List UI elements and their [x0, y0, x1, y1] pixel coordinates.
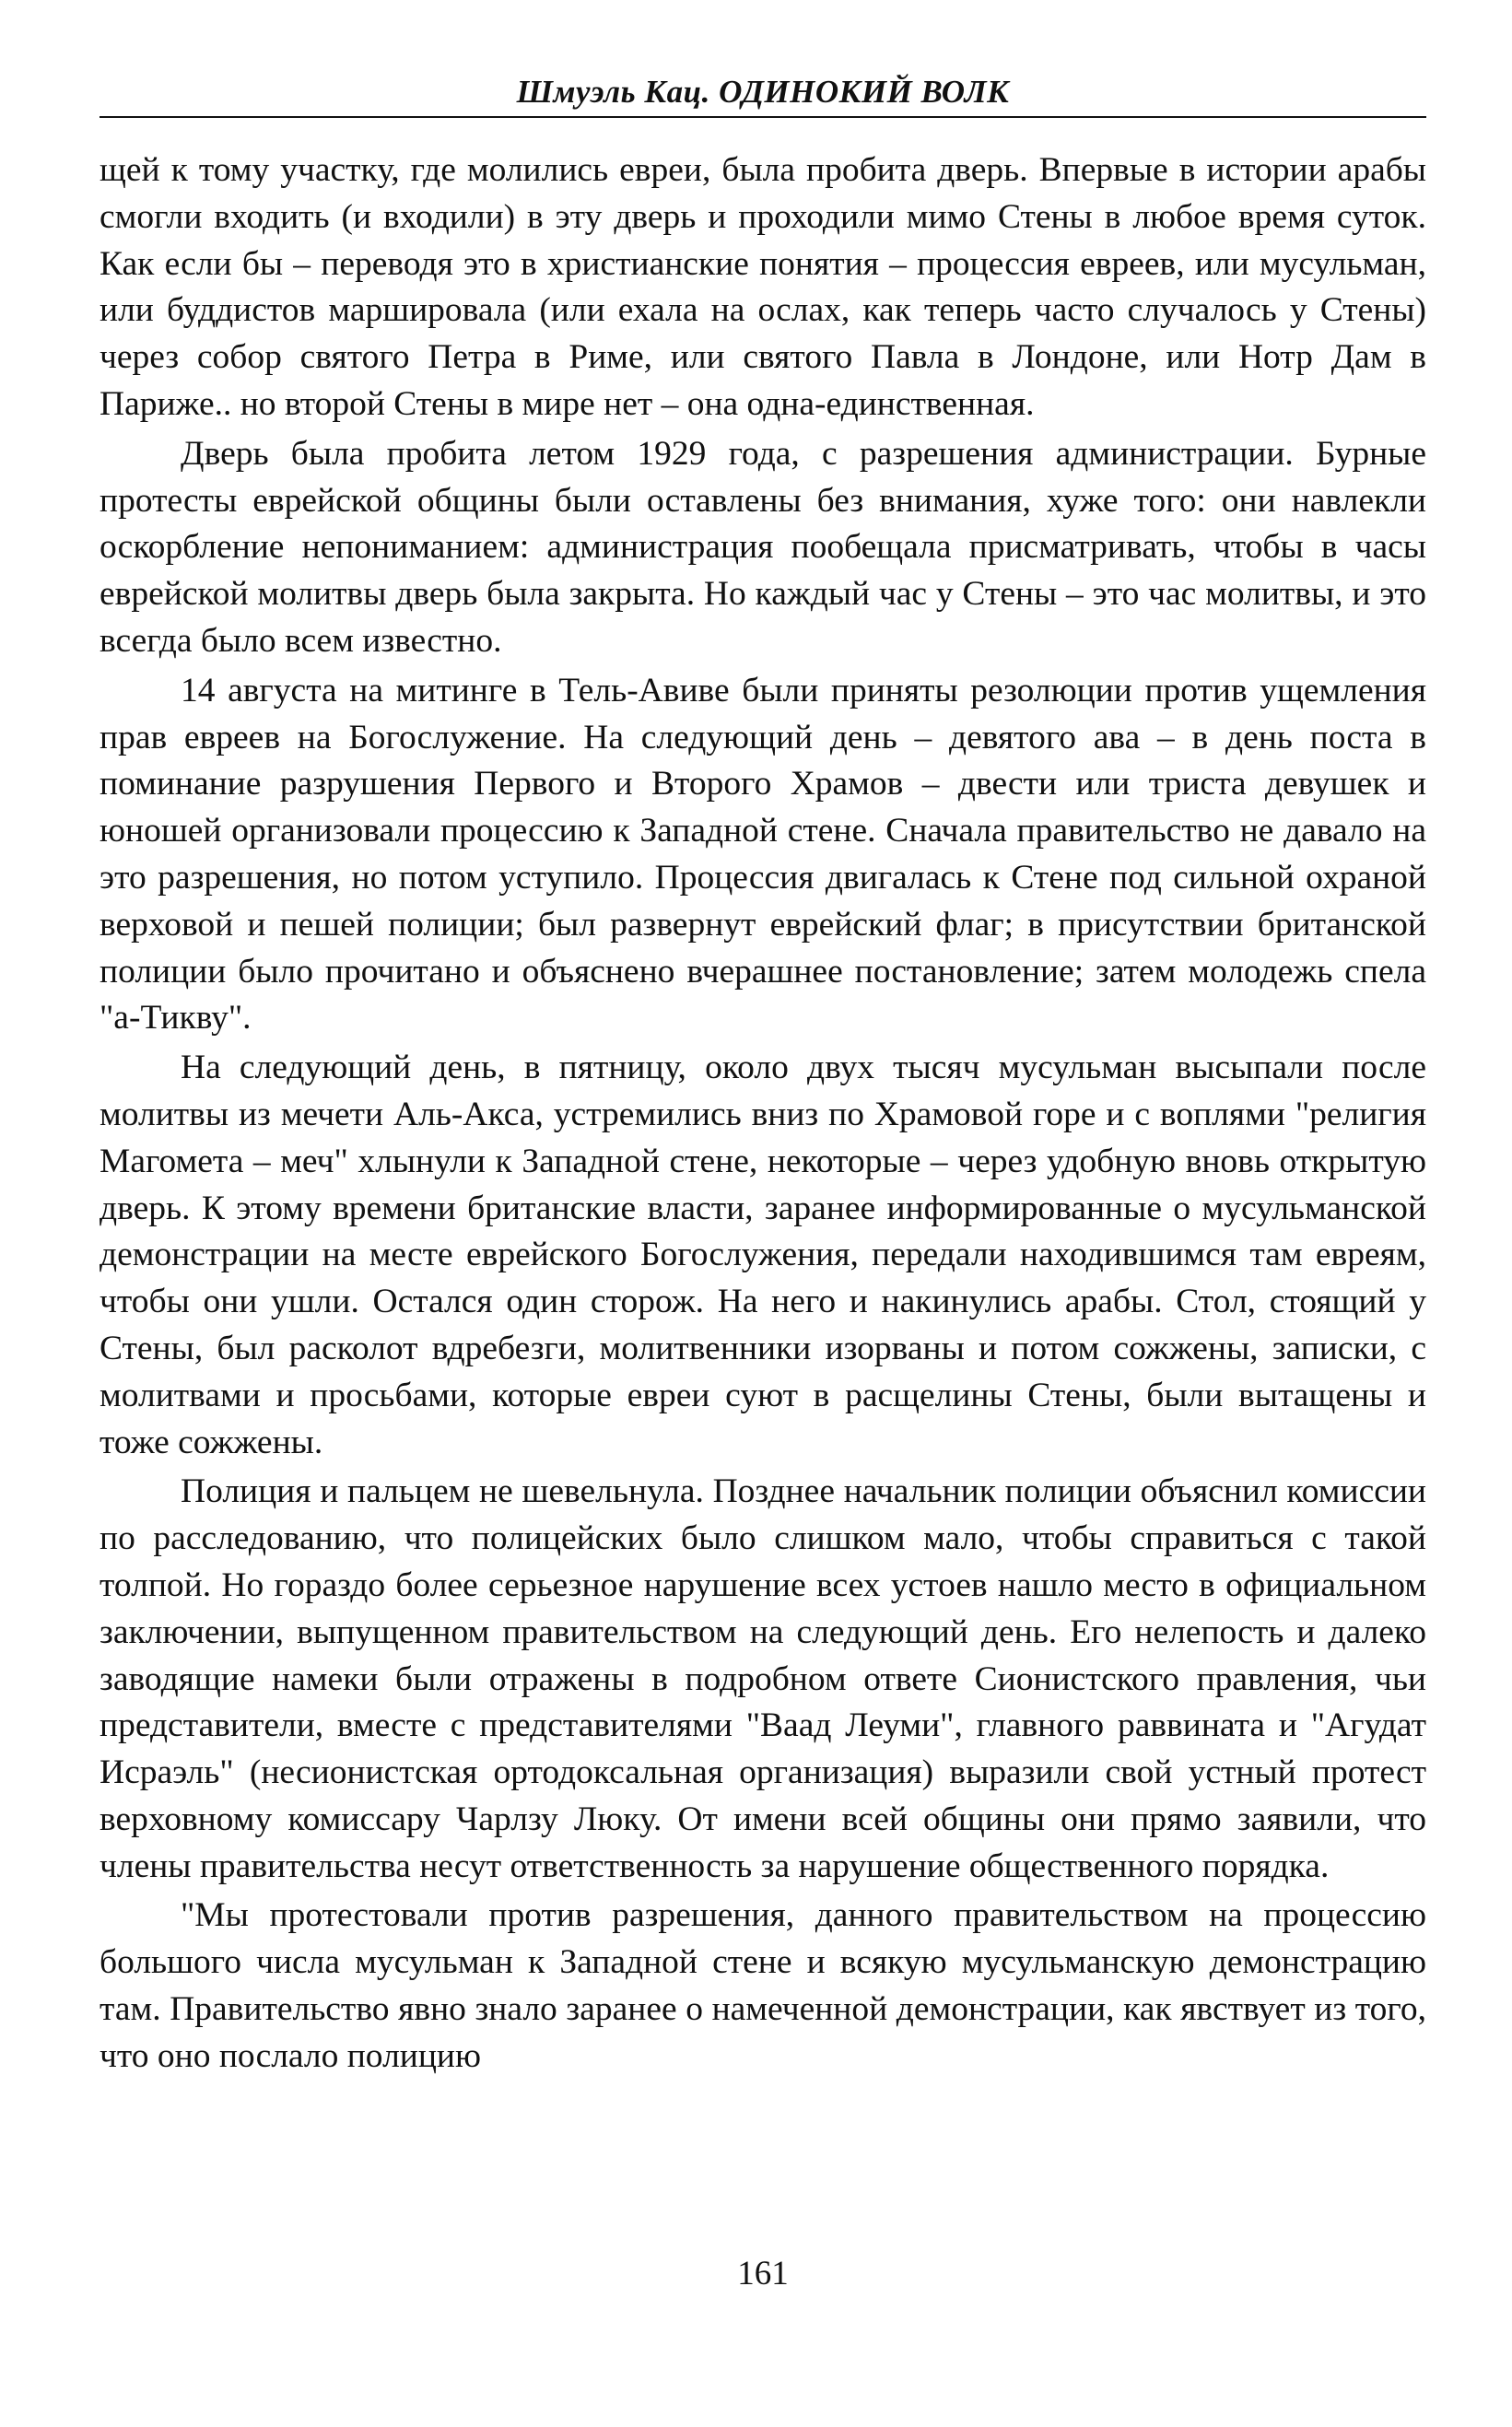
paragraph-6: "Мы протестовали против разрешения, данного правительством на процессию большого числа мусульман к Западной стене и всякую мусульманскую демонстрацию там. Правительство явно знало заранее о намеченной демонстрации, как явствует из того, что оно послало полицию	[100, 1896, 1426, 2075]
header-rule	[100, 116, 1426, 118]
paragraph-1: щей к тому участку, где молились евреи, была пробита дверь. Впервые в истории арабы смогли входить (и входили) в эту дверь и проходили мимо Стены в любое время суток. Как если бы – переводя это в христианские понятия – процессия евреев, или мусульман, или буддистов маршировала (или ехала на ослах, как теперь часто случалось у Стены) через собор святого Петра в Риме, или святого Павла в Лондоне, или Нотр Дам в Париже.. но второй Стены в мире нет – она одна-единственная.	[100, 151, 1426, 423]
paragraph-4: На следующий день, в пятницу, около двух тысяч мусульман высыпали после молитвы из мечети Аль-Акса, устремились вниз по Храмовой горе и с воплями "религия Магомета – меч" хлынули к Западной стене, некоторые – через удобную вновь открытую дверь. К этому времени британские власти, заранее информированные о мусульманской демонстрации на месте еврейского Богослужения, передали находившимся там евреям, чтобы они ушли. Остался один сторож. На него и накинулись арабы. Стол, стоящий у Стены, был расколот вдребезги, молитвенники изорваны и потом сожжены, записки, с молитвами и просьбами, которые евреи суют в расщелины Стены, были вытащены и тоже сожжены.	[100, 1049, 1426, 1461]
paragraph-2: Дверь была пробита летом 1929 года, с разрешения администрации. Бурные протесты еврейской общины были оставлены без внимания, хуже того: они навлекли оскорбление непониманием: администрация пообещала присматривать, чтобы в часы еврейской молитвы дверь была закрыта. Но каждый час у Стены – это час молитвы, и это всегда было всем известно.	[100, 434, 1426, 660]
page-number: 161	[737, 2255, 789, 2292]
paragraph-5: Полиция и пальцем не шевельнула. Позднее начальник полиции объяснил комиссии по расследованию, что полицейских было слишком мало, чтобы справиться с такой толпой. Но гораздо более серьезное нарушение всех устоев нашло место в официальном заключении, выпущенном правительством на следующий день. Его нелепость и далеко заводящие намеки были отражены в подробном ответе Сионистского правления, чьи представители, вместе с представителями "Ваад Леуми", главного раввината и "Агудат Исраэль" (несионистская ортодоксальная организация) выразили свой устный протест верховному комиссару Чарлзу Люку. От имени всей общины они прямо заявили, что члены правительства несут ответственность за нарушение общественного порядка.	[100, 1472, 1426, 1885]
paragraph-3: 14 августа на митинге в Тель-Авиве были приняты резолюции против ущемления прав евреев на Богослужение. На следующий день – девятого ава – в день поста в поминание разрушения Первого и Второго Храмов – двести или триста девушек и юношей организовали процессию к Западной стене. Сначала правительство не давало на это разрешения, но потом уступило. Процессия двигалась к Стене под сильной охраной верховой и пешей полиции; был развернут еврейский флаг; в присутствии британской полиции было прочитано и объяснено вчерашнее постановление; затем молодежь спела "а-Тикву".	[100, 671, 1426, 1038]
running-header: Шмуэль Кац. ОДИНОКИЙ ВОЛК	[516, 74, 1010, 110]
body-text	[100, 147, 1426, 2081]
